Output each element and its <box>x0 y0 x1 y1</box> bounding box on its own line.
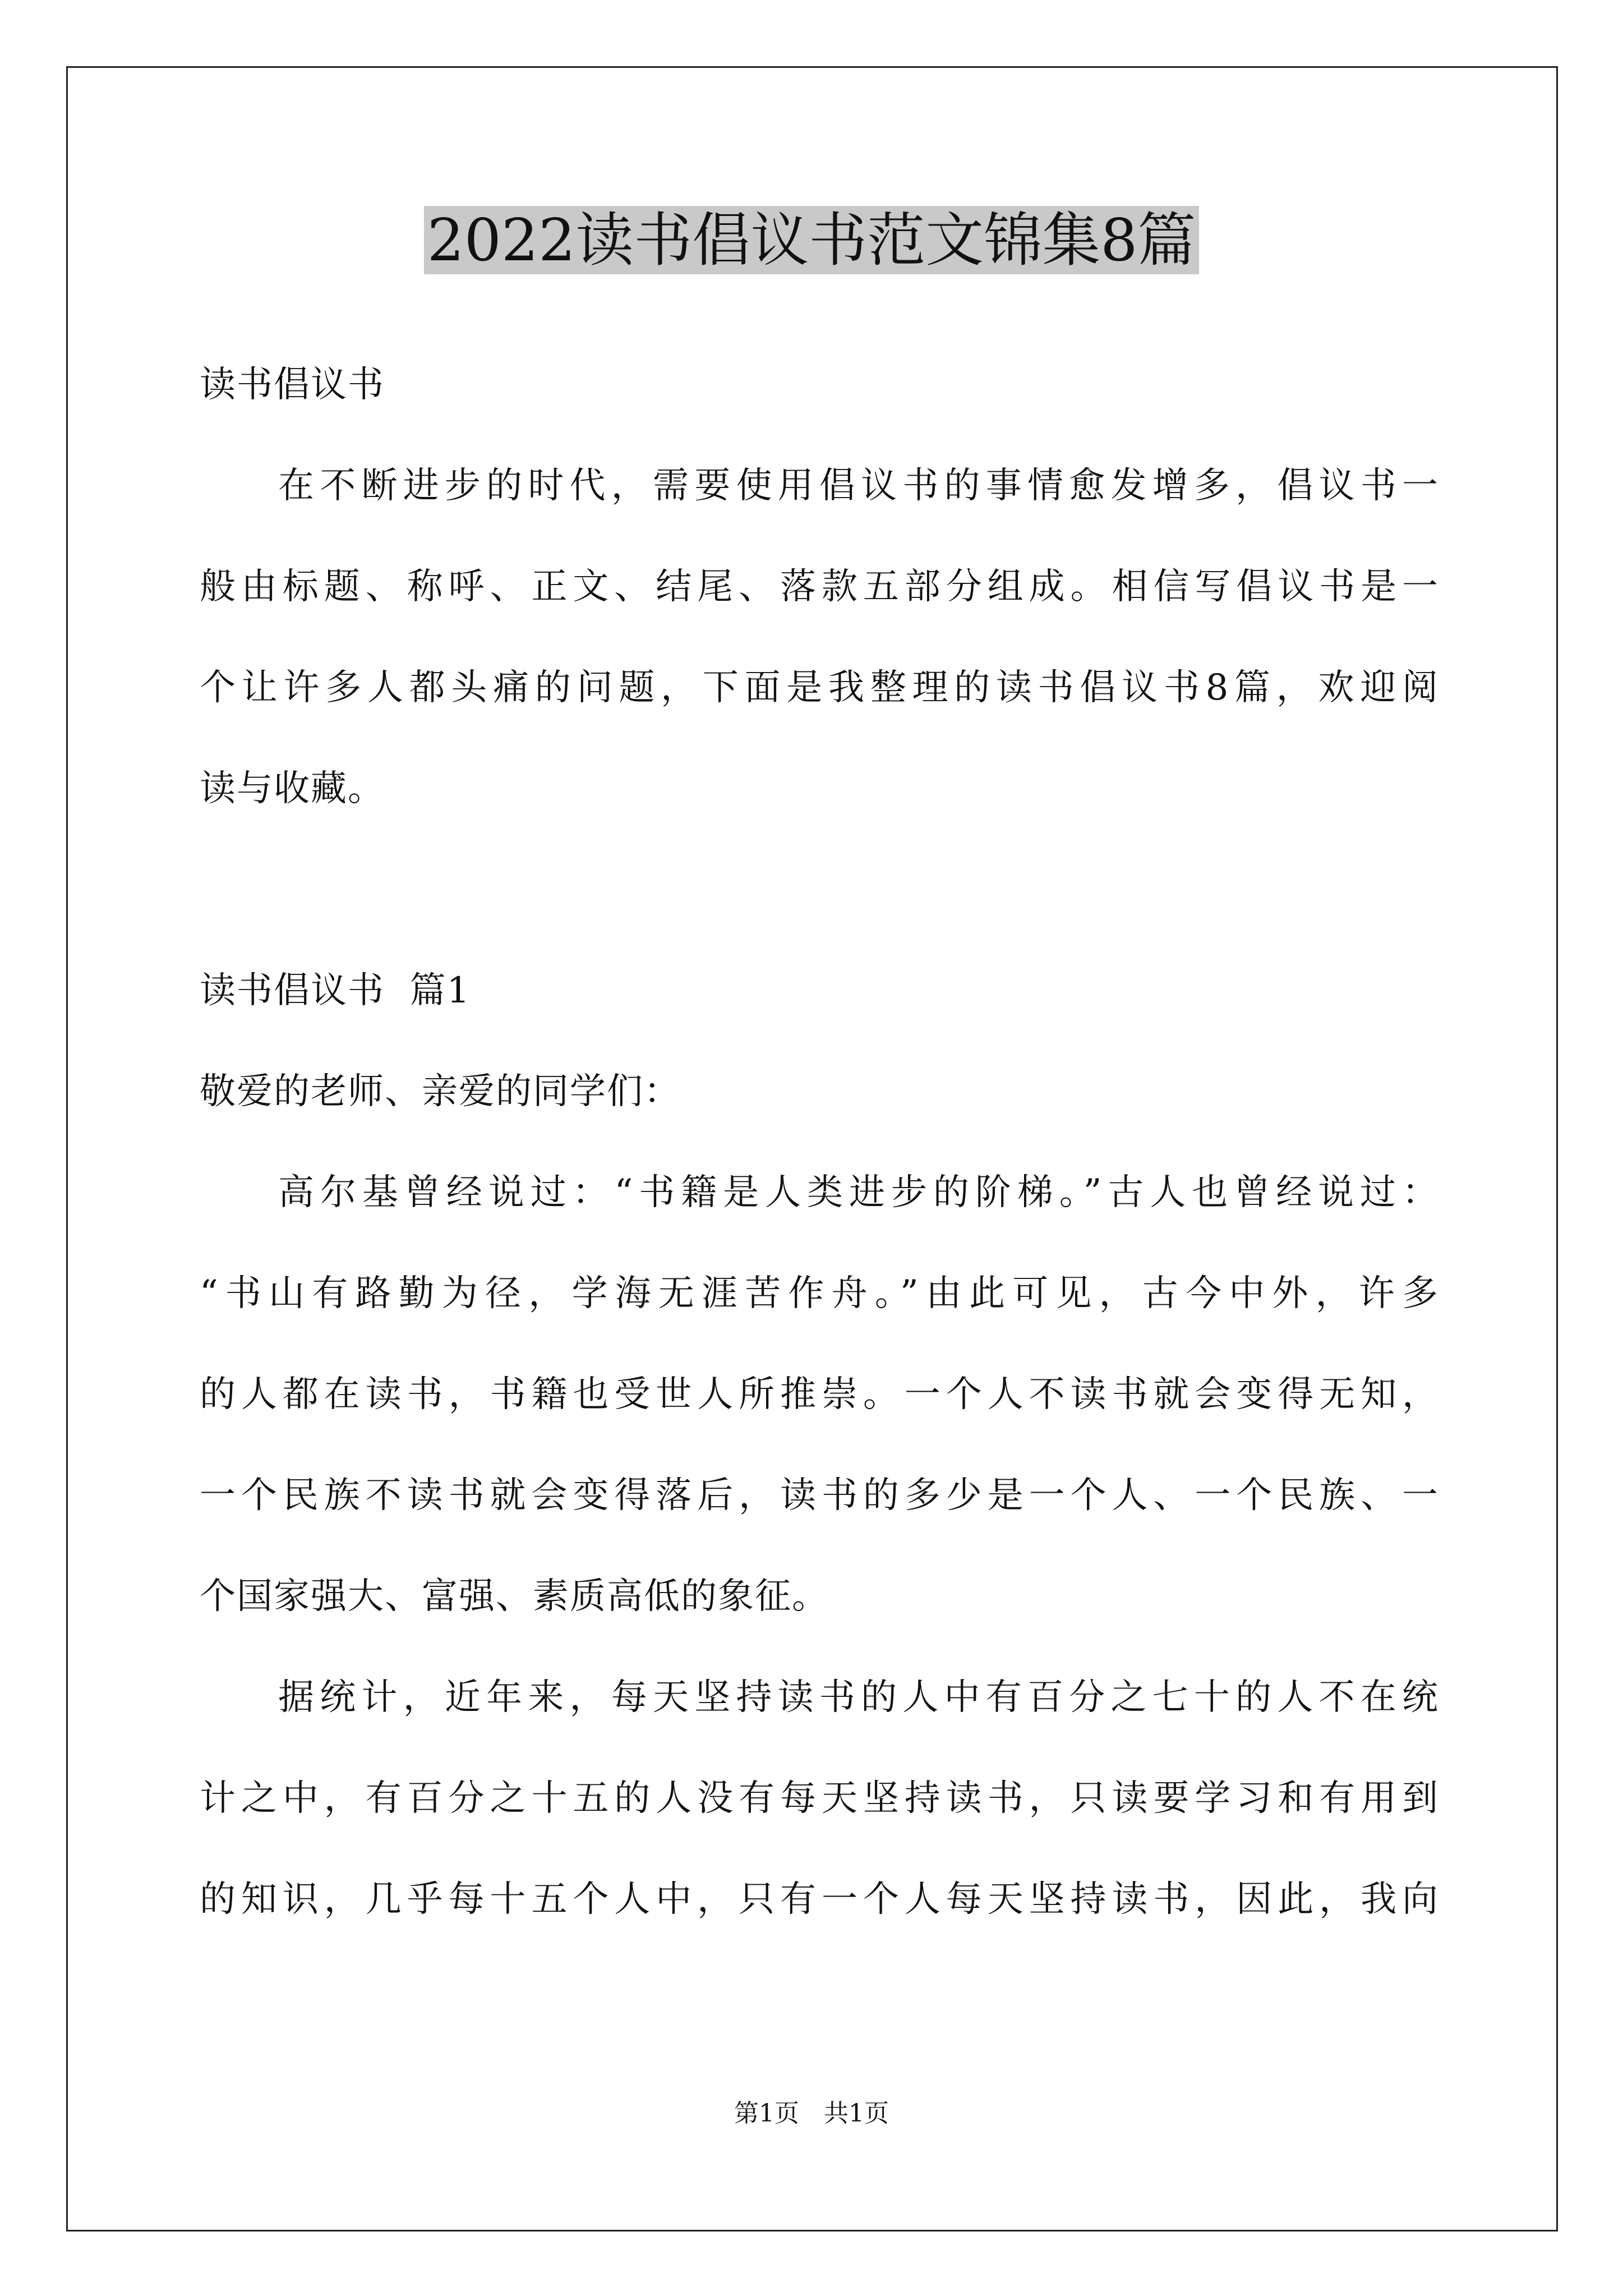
document-title <box>0 201 1623 279</box>
intro-line: 读与收藏。 <box>200 768 385 809</box>
paragraph-line: 一个民族不读书就会变得落后，读书的多少是一个人、一个民族、一 <box>200 1475 1439 1516</box>
document-body <box>200 334 1439 1950</box>
section-spacer <box>200 839 1439 940</box>
paragraph-line: 个国家强大、富强、素质高低的象征。 <box>200 1576 829 1617</box>
paragraph-line: 的知识，几乎每十五个人中，只有一个人每天坚持读书，因此，我向 <box>200 1879 1439 1920</box>
paragraph-line: 据统计，近年来，每天坚持读书的人中有百分之七十的人不在统 <box>278 1677 1439 1718</box>
paragraph-line: 的人都在读书，书籍也受世人所推崇。一个人不读书就会变得无知， <box>200 1374 1439 1415</box>
page-total: 共1页 <box>824 2099 889 2128</box>
intro-heading: 读书倡议书 <box>200 364 385 406</box>
paragraph-line: “书山有路勤为径，学海无涯苦作舟。”由此可见，古今中外，许多 <box>200 1273 1439 1314</box>
article-heading: 读书倡议书 篇1 <box>200 970 471 1011</box>
paragraph-line: 高尔基曾经说过：“书籍是人类进步的阶梯。”古人也曾经说过： <box>278 1172 1439 1213</box>
intro-line: 般由标题、称呼、正文、结尾、落款五部分组成。相信写倡议书是一 <box>200 566 1439 608</box>
intro-line: 个让许多人都头痛的问题，下面是我整理的读书倡议书8篇，欢迎阅 <box>200 667 1439 708</box>
paragraph-line: 计之中，有百分之十五的人没有每天坚持读书，只读要学习和有用到 <box>200 1778 1439 1819</box>
salutation: 敬爱的老师、亲爱的同学们： <box>200 1071 681 1112</box>
document-title-text: 2022读书倡议书范文锦集8篇 <box>424 206 1200 274</box>
page-footer <box>0 2097 1623 2131</box>
page-number: 第1页 <box>734 2099 799 2128</box>
intro-line: 在不断进步的时代，需要使用倡议书的事情愈发增多，倡议书一 <box>278 465 1439 507</box>
